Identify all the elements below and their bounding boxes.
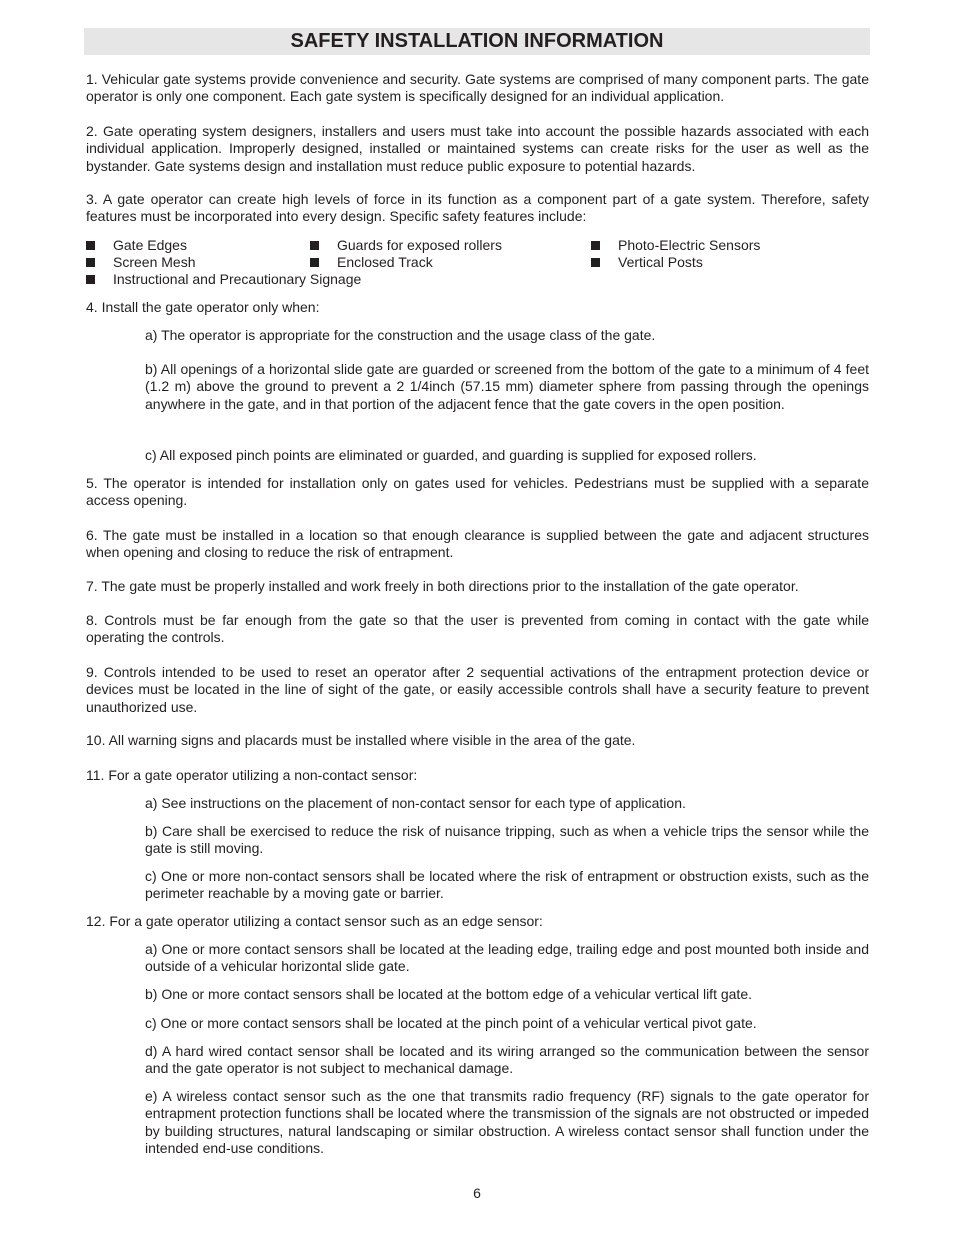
bullet-icon — [591, 258, 600, 267]
item-5: 5. The operator is intended for installation only on gates used for vehicles. Pedestrians must be supplied with a separate access opening. — [86, 475, 869, 509]
page-title: SAFETY INSTALLATION INFORMATION — [290, 30, 664, 52]
item-11: 11. For a gate operator utilizing a non-contact sensor: — [86, 767, 418, 783]
feature-photo-electric: Photo-Electric Sensors — [618, 237, 761, 253]
item-12a: a) One or more contact sensors shall be located at the leading edge, trailing edge and post mounted both inside and outside of a vehicular horizontal slide gate. — [145, 941, 869, 975]
bullet-icon — [86, 275, 95, 284]
item-12e: e) A wireless contact sensor such as the one that transmits radio frequency (RF) signals to the gate operator for entrapment protection functions shall be located where the transmission of the signals are not obstructed or impeded by building structures, natural landscaping or similar obstruction. A wireless contact sensor shall function under the intended end-use conditions. — [145, 1088, 869, 1156]
bullet-icon — [310, 258, 319, 267]
item-12d: d) A hard wired contact sensor shall be located and its wiring arranged so the communication between the sensor and the gate operator is not subject to mechanical damage. — [145, 1043, 869, 1077]
item-7: 7. The gate must be properly installed and work freely in both directions prior to the installation of the gate operator. — [86, 578, 799, 594]
item-4b: b) All openings of a horizontal slide gate are guarded or screened from the bottom of the gate to a minimum of 4 feet (1.2 m) above the ground to prevent a 2 1/4inch (57.15 mm) diameter sphere from passing through the openings anywhere in the gate, and in that portion of the adjacent fence that the gate covers in the open position. — [145, 361, 869, 412]
feature-vertical-posts: Vertical Posts — [618, 254, 703, 270]
bullet-icon — [591, 241, 600, 250]
feature-enclosed-track: Enclosed Track — [337, 254, 433, 270]
feature-gate-edges: Gate Edges — [113, 237, 187, 253]
item-4c: c) All exposed pinch points are eliminated or guarded, and guarding is supplied for exposed rollers. — [145, 447, 757, 463]
item-11a: a) See instructions on the placement of non-contact sensor for each type of application. — [145, 795, 686, 811]
feature-signage: Instructional and Precautionary Signage — [113, 271, 362, 287]
bullet-icon — [86, 241, 95, 250]
item-12b: b) One or more contact sensors shall be located at the bottom edge of a vehicular vertical lift gate. — [145, 986, 752, 1002]
item-6: 6. The gate must be installed in a location so that enough clearance is supplied between the gate and adjacent structures when opening and closing to reduce the risk of entrapment. — [86, 527, 869, 561]
title-bar — [84, 28, 870, 55]
item-3: 3. A gate operator can create high levels of force in its function as a component part of a gate system. Therefore, safety features must be incorporated into every design. Specific safety features include: — [86, 191, 869, 225]
item-1: 1. Vehicular gate systems provide convenience and security. Gate systems are comprised of many component parts. The gate operator is only one component. Each gate system is specifically designed for an individual application. — [86, 71, 869, 105]
item-12c: c) One or more contact sensors shall be located at the pinch point of a vehicular vertical pivot gate. — [145, 1015, 757, 1031]
feature-screen-mesh: Screen Mesh — [113, 254, 196, 270]
item-12: 12. For a gate operator utilizing a contact sensor such as an edge sensor: — [86, 913, 543, 929]
bullet-icon — [86, 258, 95, 267]
item-2: 2. Gate operating system designers, installers and users must take into account the possible hazards associated with each individual application. Improperly designed, installed or maintained systems can create risks for the user as well as the bystander. Gate systems design and installation must reduce public exposure to potential hazards. — [86, 123, 869, 174]
item-4: 4. Install the gate operator only when: — [86, 299, 320, 315]
item-4a: a) The operator is appropriate for the construction and the usage class of the gate. — [145, 327, 656, 343]
item-11b: b) Care shall be exercised to reduce the risk of nuisance tripping, such as when a vehicle trips the sensor while the gate is still moving. — [145, 823, 869, 857]
feature-guards: Guards for exposed rollers — [337, 237, 502, 253]
item-11c: c) One or more non-contact sensors shall be located where the risk of entrapment or obstruction exists, such as the perimeter reachable by a moving gate or barrier. — [145, 868, 869, 902]
bullet-icon — [310, 241, 319, 250]
item-10: 10. All warning signs and placards must be installed where visible in the area of the gate. — [86, 732, 636, 748]
page-number: 6 — [473, 1185, 481, 1201]
item-8: 8. Controls must be far enough from the gate so that the user is prevented from coming in contact with the gate while operating the controls. — [86, 612, 869, 646]
item-9: 9. Controls intended to be used to reset an operator after 2 sequential activations of the entrapment protection device or devices must be located in the line of sight of the gate, or easily accessible controls shall have a security feature to prevent unauthorized use. — [86, 664, 869, 715]
